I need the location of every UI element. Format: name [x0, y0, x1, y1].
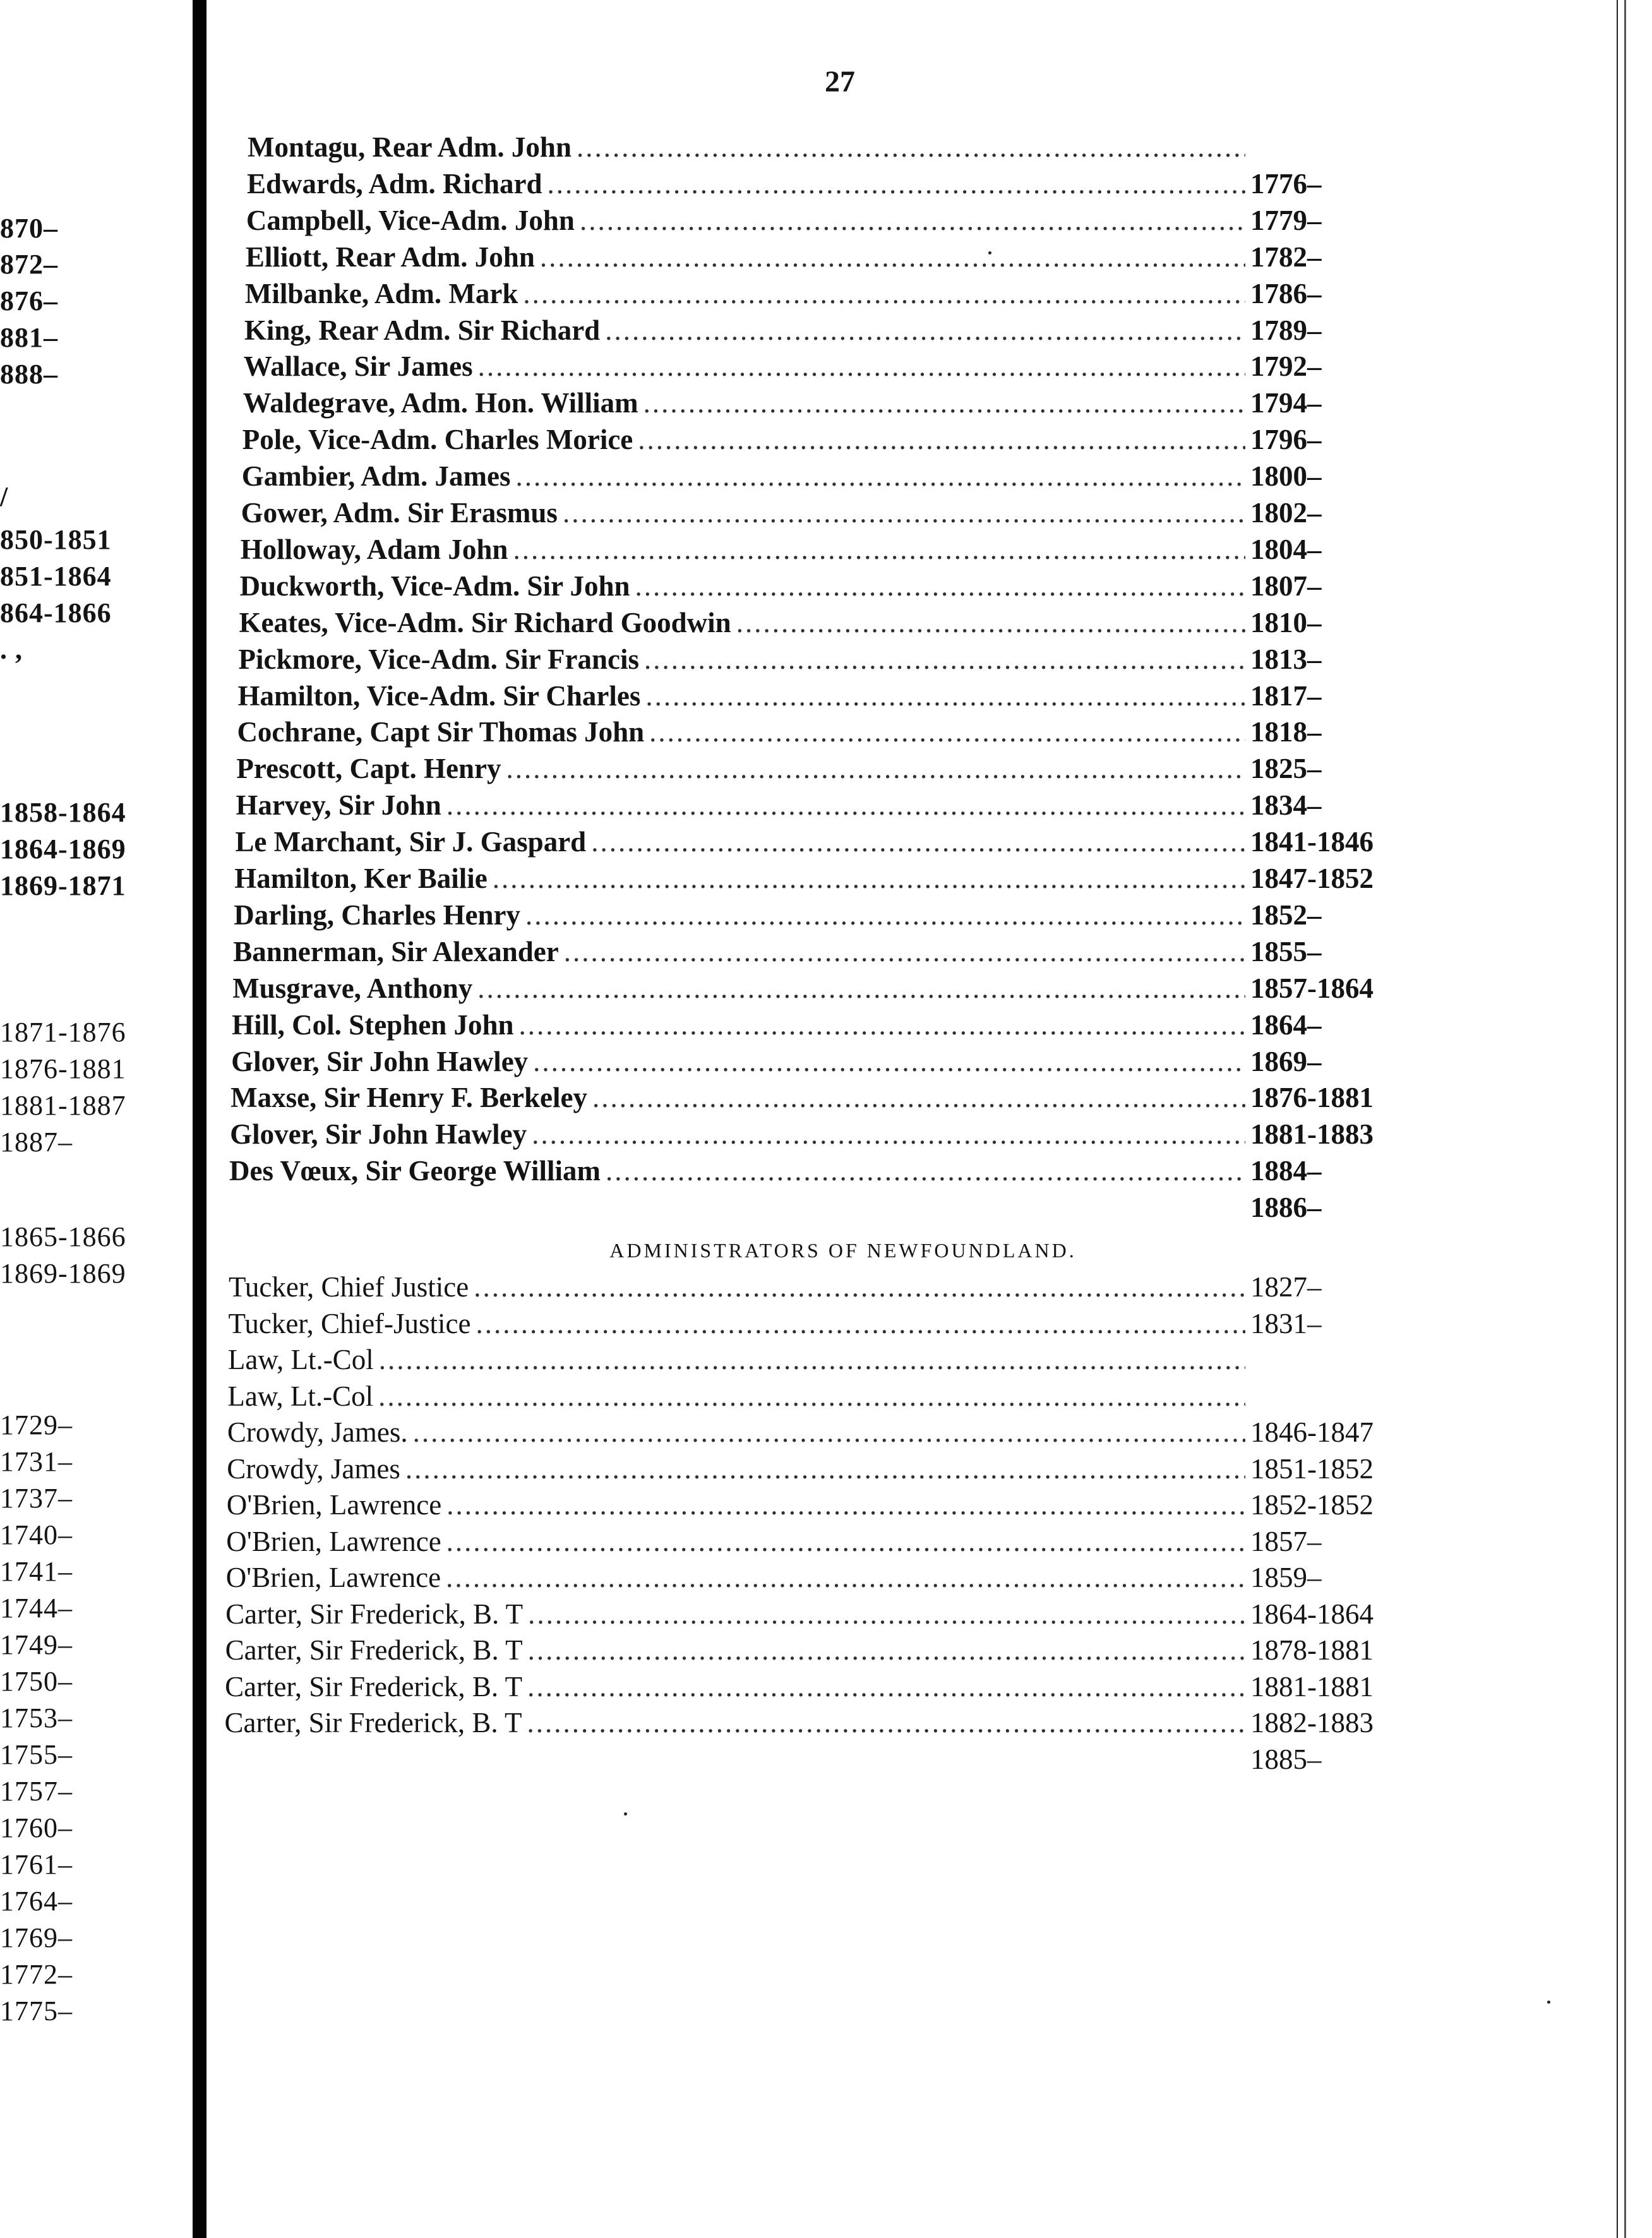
facing-page-text: 1869-1871	[0, 870, 126, 901]
dot-leader	[532, 1116, 1245, 1152]
dot-leader	[635, 568, 1245, 604]
list-entry	[239, 605, 1446, 640]
dot-leader	[645, 678, 1245, 714]
list-entry	[236, 787, 1446, 823]
entry-name: Keates, Vice-Adm. Sir Richard Goodwin	[239, 606, 731, 638]
facing-page-text: 1881-1887	[0, 1090, 126, 1121]
entry-date: 1841-1846	[1250, 826, 1374, 858]
entry-date: 1796–	[1250, 424, 1322, 456]
dot-leader	[493, 861, 1245, 896]
entry-name: Law, Lt.-Col	[227, 1344, 374, 1375]
list-entry	[246, 239, 1446, 275]
list-entry	[237, 678, 1446, 714]
dot-leader	[580, 203, 1245, 238]
entry-name: Duckworth, Vice-Adm. Sir John	[239, 570, 630, 602]
list-entry	[227, 1415, 1446, 1450]
facing-page-text: 1871-1876	[0, 1017, 126, 1048]
entry-date: 1776–	[1250, 167, 1322, 200]
entry-name: Hamilton, Vice-Adm. Sir Charles	[237, 679, 641, 712]
entry-date: 1857-1864	[1250, 972, 1374, 1004]
list-entry	[225, 1669, 1446, 1704]
facing-page-fragment	[0, 0, 193, 2238]
entry-date: 1800–	[1250, 460, 1322, 493]
list-entry	[236, 751, 1446, 786]
entry-name: Carter, Sir Frederick, B. T	[225, 1670, 523, 1702]
dot-leader	[476, 1306, 1245, 1341]
dot-leader	[513, 532, 1245, 567]
entry-name: Le Marchant, Sir J. Gaspard	[235, 826, 587, 858]
list-entry	[234, 897, 1446, 933]
entry-date: 1869–	[1250, 1045, 1322, 1077]
entry-date: 1886–	[1250, 1192, 1322, 1224]
entry-date: 1885–	[1250, 1743, 1322, 1775]
list-entry	[245, 276, 1446, 311]
dot-leader	[477, 971, 1245, 1006]
dot-leader	[527, 1669, 1245, 1704]
list-entry	[225, 1596, 1446, 1632]
dot-leader	[506, 751, 1245, 786]
entry-name: Carter, Sir Frederick, B. T	[225, 1598, 524, 1630]
facing-page-text: 1741–	[0, 1556, 73, 1587]
dot-leader	[548, 166, 1245, 201]
entry-date: 1825–	[1250, 753, 1322, 785]
list-entry	[232, 1007, 1446, 1043]
facing-page-text: 1744–	[0, 1593, 73, 1624]
entry-name: Tucker, Chief-Justice	[228, 1307, 471, 1339]
entry-name: Prescott, Capt. Henry	[236, 753, 501, 785]
facing-page-text: 870–	[0, 213, 58, 244]
dot-leader	[519, 1007, 1245, 1043]
facing-page-text: 1757–	[0, 1776, 73, 1807]
list-entry	[237, 714, 1446, 750]
list-entry	[244, 313, 1446, 348]
list-entry	[226, 1560, 1446, 1595]
entry-name: Montagu, Rear Adm. John	[248, 131, 572, 163]
entry-name: Edwards, Adm. Richard	[246, 167, 542, 200]
entry-name: O'Brien, Lawrence	[226, 1489, 442, 1521]
entry-date: 1813–	[1250, 643, 1322, 675]
entry-date: 1782–	[1250, 241, 1322, 273]
entry-date: 1831–	[1250, 1307, 1322, 1339]
dot-leader	[523, 276, 1245, 311]
facing-page-text: 1760–	[0, 1812, 73, 1843]
entry-date: 1818–	[1250, 716, 1322, 748]
list-entry	[231, 1044, 1446, 1079]
list-entry	[232, 971, 1446, 1006]
entry-date: 1857–	[1250, 1525, 1322, 1557]
entry-date: 1834–	[1250, 789, 1322, 822]
facing-page-text: 1750–	[0, 1666, 73, 1697]
dot-leader	[563, 495, 1245, 530]
entry-name: Hamilton, Ker Bailie	[234, 863, 488, 894]
list-entry	[233, 934, 1446, 969]
dot-leader	[528, 1596, 1245, 1632]
facing-page-text: 1731–	[0, 1446, 73, 1477]
dot-leader	[591, 824, 1245, 859]
list-entry	[230, 1116, 1446, 1152]
list-entry	[228, 1342, 1446, 1377]
book-spine-gutter	[193, 0, 206, 2238]
facing-page-text: 1755–	[0, 1739, 73, 1770]
facing-page-text: 1764–	[0, 1886, 73, 1917]
dot-leader	[649, 714, 1245, 750]
facing-page-text: 1737–	[0, 1483, 73, 1514]
facing-page-text: 1769–	[0, 1922, 73, 1953]
entry-name: Tucker, Chief Justice	[229, 1271, 469, 1303]
entry-date: 1881-1883	[1250, 1118, 1374, 1151]
entry-date: 1851-1852	[1250, 1452, 1374, 1485]
list-entry	[242, 422, 1446, 457]
list-entry	[225, 1632, 1446, 1668]
entry-date: 1855–	[1250, 935, 1322, 967]
page-edge-line-outer	[1624, 0, 1626, 2238]
entry-name: Pole, Vice-Adm. Charles Morice	[242, 424, 633, 456]
entry-name: Wallace, Sir James	[243, 350, 473, 383]
list-entry	[241, 495, 1446, 530]
dot-leader	[577, 129, 1245, 165]
dot-leader	[379, 1342, 1245, 1377]
list-entry	[227, 1487, 1446, 1523]
dot-leader	[638, 422, 1245, 457]
dot-leader	[405, 1451, 1245, 1487]
entry-name: Bannerman, Sir Alexander	[233, 935, 559, 967]
entry-name: Gambier, Adm. James	[241, 460, 511, 493]
entry-name: Milbanke, Adm. Mark	[244, 277, 518, 309]
dot-leader	[527, 1705, 1245, 1740]
list-entry	[229, 1269, 1446, 1305]
dot-leader	[533, 1044, 1245, 1079]
entry-name: Gower, Adm. Sir Erasmus	[241, 497, 558, 529]
list-entry	[242, 458, 1446, 494]
entry-date: 1817–	[1250, 679, 1322, 712]
entry-date: 1794–	[1250, 387, 1322, 419]
facing-page-text: /	[0, 481, 9, 512]
entry-name: Glover, Sir John Hawley	[230, 1118, 527, 1151]
entry-name: Harvey, Sir John	[236, 789, 441, 822]
entry-name: Des Vœux, Sir George William	[229, 1155, 601, 1187]
entry-name: Crowdy, James	[227, 1452, 400, 1485]
entry-date: 1846-1847	[1250, 1416, 1374, 1448]
dot-leader	[378, 1379, 1245, 1414]
entry-date: 1804–	[1250, 533, 1322, 565]
facing-page-text: 1772–	[0, 1959, 73, 1990]
entry-date: 1802–	[1250, 497, 1322, 529]
entry-name: Darling, Charles Henry	[234, 899, 520, 931]
dot-leader	[643, 385, 1245, 421]
ink-speck	[624, 1812, 627, 1816]
entry-name: Law, Lt.-Col	[227, 1380, 374, 1412]
list-entry	[247, 166, 1446, 201]
entry-name: Musgrave, Anthony	[232, 972, 473, 1004]
list-entry	[240, 568, 1446, 604]
entry-date: 1852–	[1250, 899, 1322, 931]
list-entry	[239, 642, 1446, 677]
dot-leader	[592, 1080, 1245, 1115]
entry-date: 1859–	[1250, 1562, 1322, 1593]
entry-name: Elliott, Rear Adm. John	[245, 241, 535, 273]
list-entry	[229, 1190, 1446, 1225]
entry-date: 1864-1864	[1250, 1598, 1374, 1630]
list-entry	[244, 349, 1446, 384]
entry-name: Glover, Sir John Hawley	[231, 1045, 529, 1077]
dot-leader	[474, 1269, 1245, 1305]
entry-date: 1792–	[1250, 350, 1322, 383]
list-entry	[234, 861, 1446, 896]
dot-leader	[736, 605, 1245, 640]
dot-leader	[644, 642, 1245, 677]
dot-leader	[478, 349, 1245, 384]
list-entry	[248, 129, 1446, 165]
entry-date: 1779–	[1250, 204, 1322, 236]
entry-date: 1882-1883	[1250, 1707, 1374, 1738]
dot-leader	[446, 1560, 1245, 1595]
facing-page-text: 1869-1869	[0, 1258, 126, 1289]
facing-page-text: 876–	[0, 285, 58, 316]
entry-date: 1847-1852	[1250, 863, 1374, 894]
entry-name: Crowdy, James.	[227, 1416, 408, 1448]
dot-leader	[446, 1487, 1245, 1523]
list-entry	[227, 1451, 1446, 1487]
list-entry	[227, 1379, 1446, 1414]
entry-name: Cochrane, Capt Sir Thomas John	[237, 716, 645, 748]
dot-leader	[540, 239, 1245, 275]
section-heading: ADMINISTRATORS OF NEWFOUNDLAND.	[609, 1239, 1077, 1262]
facing-page-text: 1876-1881	[0, 1053, 126, 1084]
dot-leader	[606, 1153, 1245, 1188]
facing-page-text: 850-1851	[0, 524, 112, 555]
facing-page-text: 1761–	[0, 1849, 73, 1880]
entry-date: 1864–	[1250, 1008, 1322, 1041]
entry-name: Holloway, Adam John	[240, 533, 508, 565]
facing-page-text: 851-1864	[0, 561, 112, 592]
entry-date: 1810–	[1250, 606, 1322, 638]
list-entry	[224, 1742, 1446, 1777]
entry-date: 1878-1881	[1250, 1634, 1374, 1666]
dot-leader	[564, 934, 1245, 969]
dot-leader	[525, 897, 1245, 933]
facing-page-text: 1858-1864	[0, 797, 126, 828]
entry-name: Maxse, Sir Henry F. Berkeley	[230, 1082, 588, 1114]
dot-leader	[528, 1632, 1245, 1668]
entry-name: Waldegrave, Adm. Hon. William	[242, 387, 638, 419]
entry-name: O'Brien, Lawrence	[226, 1525, 441, 1557]
list-entry	[241, 532, 1446, 567]
facing-page-text: 872–	[0, 249, 58, 280]
list-entry	[246, 203, 1446, 238]
list-entry	[225, 1705, 1446, 1740]
entry-date: 1807–	[1250, 570, 1322, 602]
entry-date: 1827–	[1250, 1271, 1322, 1303]
facing-page-text: 1864-1869	[0, 834, 126, 865]
entry-date: 1876-1881	[1250, 1082, 1374, 1114]
entry-date: 1852-1852	[1250, 1489, 1374, 1521]
dot-leader	[446, 787, 1245, 823]
facing-page-text: 1753–	[0, 1702, 73, 1733]
entry-name: Carter, Sir Frederick, B. T	[225, 1634, 523, 1666]
dot-leader	[516, 458, 1245, 494]
list-entry	[229, 1153, 1446, 1188]
facing-page-text: 864-1866	[0, 597, 112, 628]
entry-name: Pickmore, Vice-Adm. Sir Francis	[238, 643, 639, 675]
entry-name: Campbell, Vice-Adm. John	[246, 204, 575, 236]
entry-date: 1789–	[1250, 314, 1322, 346]
entry-date: 1786–	[1250, 277, 1322, 309]
list-entry	[243, 385, 1446, 421]
dot-leader	[605, 313, 1245, 348]
facing-page-text: 1749–	[0, 1629, 73, 1660]
ink-speck	[1547, 2001, 1550, 2004]
entry-date: 1884–	[1250, 1155, 1322, 1187]
ink-speck	[988, 251, 991, 254]
entry-name: Carter, Sir Frederick, B. T	[224, 1707, 522, 1738]
entry-name: O'Brien, Lawrence	[225, 1562, 441, 1593]
facing-page-text: 1729–	[0, 1409, 73, 1440]
facing-page-text: 1865-1866	[0, 1221, 126, 1252]
entry-name: King, Rear Adm. Sir Richard	[244, 314, 601, 346]
list-entry	[235, 824, 1446, 859]
list-entry	[226, 1524, 1446, 1559]
page-edge-line	[1617, 0, 1618, 2238]
list-entry	[228, 1306, 1446, 1341]
entry-date: 1881-1881	[1250, 1670, 1374, 1702]
dot-leader	[446, 1524, 1245, 1559]
page-number: 27	[825, 65, 855, 99]
facing-page-text: 888–	[0, 359, 58, 390]
facing-page-text: 1887–	[0, 1127, 73, 1158]
facing-page-text: 1740–	[0, 1519, 73, 1550]
facing-page-text: . ,	[0, 634, 23, 665]
facing-page-text: 1775–	[0, 1996, 73, 2026]
list-entry	[230, 1080, 1446, 1115]
entry-name: Hill, Col. Stephen John	[232, 1008, 514, 1041]
dot-leader	[413, 1415, 1245, 1450]
facing-page-text: 881–	[0, 322, 58, 353]
